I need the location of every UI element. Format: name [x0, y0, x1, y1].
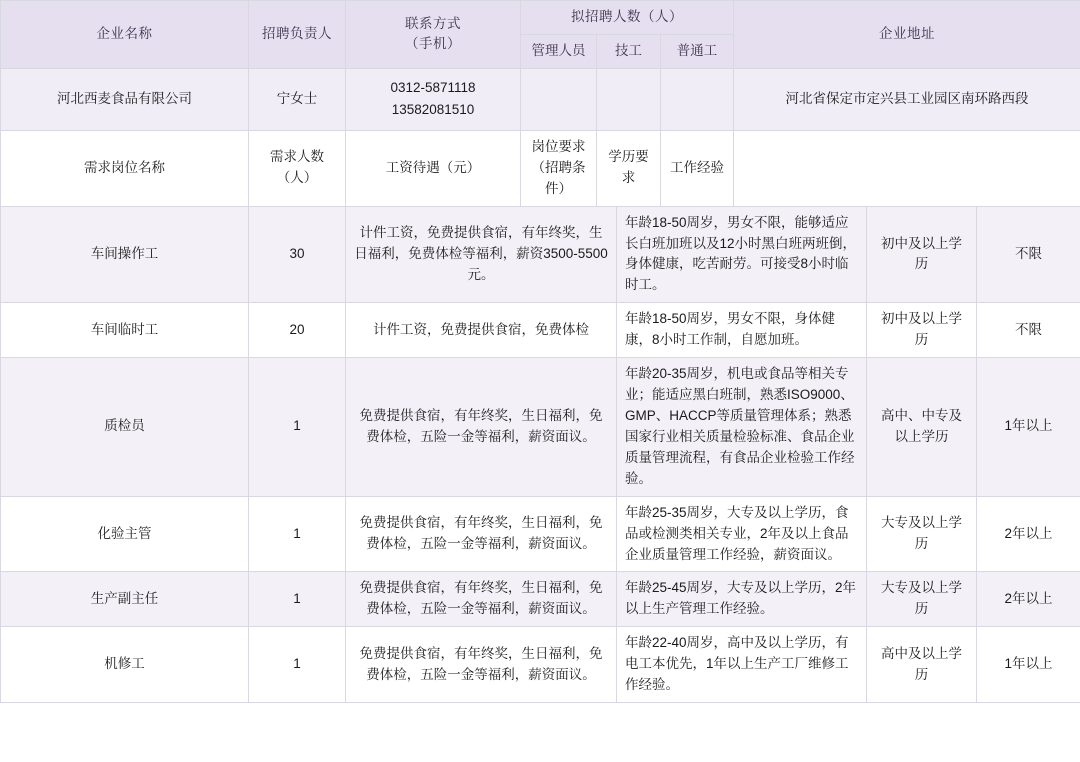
job-salary: 免费提供食宿，有年终奖，生日福利，免费体检，五险一金等福利，薪资面议。 [346, 358, 617, 497]
job-education: 高中、中专及以上学历 [867, 358, 977, 497]
table-header-row [1, 1, 1080, 35]
job-header-name: 需求岗位名称 [1, 130, 249, 206]
header-planned-managers: 管理人员 [521, 34, 597, 68]
company-planned-technicians [597, 68, 661, 130]
job-experience: 2年以上 [977, 496, 1080, 572]
job-education: 初中及以上学历 [867, 206, 977, 303]
job-header-row [1, 130, 1080, 206]
header-recruiter: 招聘负责人 [249, 1, 346, 69]
job-rows-table [0, 206, 1080, 703]
job-count: 1 [249, 627, 346, 703]
company-contact [346, 68, 521, 130]
job-name: 质检员 [1, 358, 249, 497]
job-header-education: 学历要求 [597, 130, 661, 206]
job-name: 化验主管 [1, 496, 249, 572]
job-experience: 不限 [977, 303, 1080, 358]
job-education: 大专及以上学历 [867, 572, 977, 627]
job-requirement: 年龄20-35周岁，机电或食品等相关专业；能适应黑白班制，熟悉ISO9000、GMP、HACCP等质量管理体系；熟悉国家行业相关质量检验标准、食品企业质量管理流程，有食品企业检验工作经验。 [617, 358, 867, 497]
company-info-row [1, 68, 1080, 130]
table-row [1, 496, 1080, 572]
header-planned-technicians: 技工 [597, 34, 661, 68]
company-phone-landline: 0312-5871118 [390, 80, 476, 96]
company-name: 河北西麦食品有限公司 [1, 68, 249, 130]
company-planned-general [661, 68, 734, 130]
job-requirement: 年龄18-50周岁，男女不限，身体健康，8小时工作制，自愿加班。 [617, 303, 867, 358]
table-row [1, 627, 1080, 703]
job-requirement: 年龄25-35周岁，大专及以上学历，食品或检测类相关专业，2年及以上食品企业质量管理工作经验，薪资面议。 [617, 496, 867, 572]
job-header-requirement: 岗位要求（招聘条件） [521, 130, 597, 206]
company-phone-mobile: 13582081510 [391, 102, 475, 118]
job-header-count-line1: 需求人数 [270, 149, 324, 165]
job-header-salary: 工资待遇（元） [346, 130, 521, 206]
job-requirement: 年龄18-50周岁，男女不限，能够适应长白班加班以及12小时黑白班两班倒，身体健康，吃苦耐劳。可接受8小时临时工。 [617, 206, 867, 303]
job-count: 20 [249, 303, 346, 358]
job-header-count [249, 130, 346, 206]
job-education: 大专及以上学历 [867, 496, 977, 572]
header-contact-line2: （手机） [405, 36, 461, 52]
job-count: 30 [249, 206, 346, 303]
job-count: 1 [249, 496, 346, 572]
job-requirement: 年龄25-45周岁，大专及以上学历，2年以上生产管理工作经验。 [617, 572, 867, 627]
header-contact [346, 1, 521, 69]
company-recruiter: 宁女士 [249, 68, 346, 130]
job-name: 车间操作工 [1, 206, 249, 303]
table-row [1, 206, 1080, 303]
job-experience: 1年以上 [977, 627, 1080, 703]
header-contact-line1: 联系方式 [405, 15, 461, 31]
job-experience: 2年以上 [977, 572, 1080, 627]
job-salary: 免费提供食宿，有年终奖，生日福利，免费体检，五险一金等福利，薪资面议。 [346, 496, 617, 572]
job-name: 车间临时工 [1, 303, 249, 358]
table-row [1, 572, 1080, 627]
table-row [1, 358, 1080, 497]
header-address: 企业地址 [734, 1, 1080, 69]
job-education: 高中及以上学历 [867, 627, 977, 703]
job-salary: 计件工资，免费提供食宿，有年终奖，生日福利，免费体检等福利，薪资3500-5500元。 [346, 206, 617, 303]
job-header-experience: 工作经验 [661, 130, 734, 206]
job-salary: 免费提供食宿，有年终奖，生日福利，免费体检，五险一金等福利，薪资面议。 [346, 627, 617, 703]
job-education: 初中及以上学历 [867, 303, 977, 358]
header-planned-headcount: 拟招聘人数（人） [521, 1, 734, 35]
recruitment-table [0, 0, 1080, 207]
job-experience: 1年以上 [977, 358, 1080, 497]
job-count: 1 [249, 572, 346, 627]
job-experience: 不限 [977, 206, 1080, 303]
job-header-count-line2: （人） [276, 170, 318, 186]
header-company-name: 企业名称 [1, 1, 249, 69]
job-requirement: 年龄22-40周岁，高中及以上学历，有电工本优先，1年以上生产工厂维修工作经验。 [617, 627, 867, 703]
job-salary: 免费提供食宿，有年终奖，生日福利，免费体检，五险一金等福利，薪资面议。 [346, 572, 617, 627]
job-name: 机修工 [1, 627, 249, 703]
company-planned-managers [521, 68, 597, 130]
job-name: 生产副主任 [1, 572, 249, 627]
job-salary: 计件工资，免费提供食宿，免费体检 [346, 303, 617, 358]
header-planned-general: 普通工 [661, 34, 734, 68]
table-row [1, 303, 1080, 358]
company-address: 河北省保定市定兴县工业园区南环路西段 [734, 68, 1080, 130]
job-count: 1 [249, 358, 346, 497]
